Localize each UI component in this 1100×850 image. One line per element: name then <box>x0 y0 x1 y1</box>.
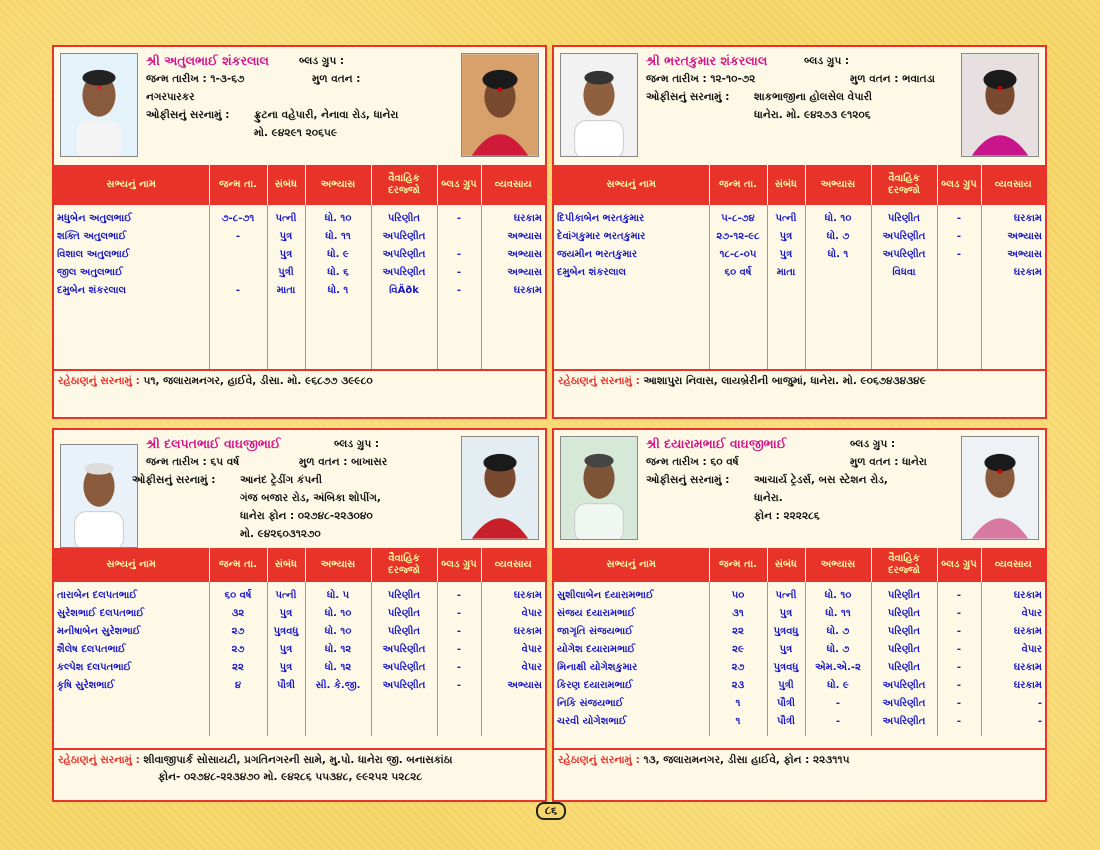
card-header <box>554 47 1045 165</box>
table-filler <box>54 694 545 736</box>
table-row <box>54 205 545 227</box>
member-blood: - <box>437 245 481 263</box>
member-relation: પુત્ર <box>767 245 805 263</box>
member-marital: પરિણીત <box>371 622 437 640</box>
card-header <box>54 47 545 165</box>
member-marital: પરિણીત <box>871 604 937 622</box>
member-name: કલ્પેશ દલપતભાઈ <box>54 658 209 676</box>
col-dob: જન્મ તા. <box>709 165 767 205</box>
office-label: ઓફીસનું સરનામું : <box>146 109 230 121</box>
member-marital: પરિણીત <box>371 604 437 622</box>
member-name: દેવાંગકુમાર ભરતકુમાર <box>554 227 709 245</box>
residence-label: રહેઠાણનું સરનામું : <box>558 754 640 766</box>
office-line-3: ધાનેરા ફોન : ૦૨૭૪૮-૨૨૩૦૪૦ <box>240 510 373 522</box>
member-marital: વિÄðk <box>371 281 437 299</box>
member-blood <box>437 227 481 245</box>
member-relation: પૌત્રી <box>767 694 805 712</box>
member-occupation: વેપાર <box>521 661 542 673</box>
member-education: ધો. ૧ <box>805 245 871 263</box>
member-marital: અપરિણીત <box>371 245 437 263</box>
member-relation: પુત્ર <box>267 658 305 676</box>
col-member-name: સભ્યનું નામ <box>54 165 209 205</box>
office-label: ઓફીસનું સરનામું : <box>646 91 730 103</box>
member-relation: પુત્રવધુ <box>767 658 805 676</box>
dob-line: જન્મ તારીખ : ૬૦ વર્ષ <box>646 456 739 468</box>
member-relation: પુત્ર <box>767 227 805 245</box>
members-table <box>554 165 1045 369</box>
woman-portrait-icon <box>962 54 1038 156</box>
member-marital: પરિણીત <box>871 658 937 676</box>
member-dob: ૨૭-૧૨-૯૮ <box>709 227 767 245</box>
member-name: જયમીન ભરતકુમાર <box>554 245 709 263</box>
office-line-1: શાકભાજીના હોલસેલ વેપારી <box>754 91 873 103</box>
member-name: ચરવી યોગેશભાઈ <box>554 712 709 730</box>
member-marital: અપરિણીત <box>871 227 937 245</box>
member-dob: ૫-૮-૭૪ <box>709 205 767 227</box>
member-dob: ૨૨ <box>709 622 767 640</box>
col-relation: સંબંધ <box>767 548 805 582</box>
member-education: ધો. ૧૦ <box>305 604 371 622</box>
member-education: ધો. ૫ <box>305 582 371 604</box>
member-marital: અપરિણીત <box>371 227 437 245</box>
col-member-name: સભ્યનું નામ <box>554 165 709 205</box>
col-education: અભ્યાસ <box>805 165 871 205</box>
col-marital-status: વૈવાહિક દરજ્જો <box>871 548 937 582</box>
man-portrait-icon <box>61 54 137 156</box>
member-occupation: ઘરકામ <box>513 212 542 224</box>
member-blood: - <box>437 205 481 227</box>
member-dob: ૧૮-૮-૦૫ <box>709 245 767 263</box>
member-marital: અપરિણીત <box>371 658 437 676</box>
woman-portrait-icon <box>462 54 538 156</box>
member-occupation: ઘરકામ <box>1013 266 1042 278</box>
member-relation: પુત્ર <box>267 227 305 245</box>
head-photo <box>60 53 138 157</box>
member-blood: - <box>937 604 981 622</box>
member-occupation: - <box>1037 697 1042 709</box>
native-cont-line: નગરપારકર <box>146 91 195 103</box>
member-occupation: ઘરકામ <box>513 284 542 296</box>
member-blood: - <box>937 676 981 694</box>
member-name: દિપીકાબેન ભરતકુમાર <box>554 205 709 227</box>
col-occupation: વ્યવસાય <box>481 548 545 582</box>
member-blood: - <box>937 227 981 245</box>
table-header-row <box>554 165 1045 205</box>
member-occupation: વેપાર <box>521 643 542 655</box>
table-row <box>554 676 1045 694</box>
residence-text: આશાપુરા નિવાસ, લાયબ્રેરીની બાજુમાં, ધાનેરા. મો. ૯૦૬૭૪૩૪૩૪૯ <box>643 375 926 387</box>
member-education: ધો. ૧૧ <box>305 227 371 245</box>
member-marital: પરિણીત <box>871 582 937 604</box>
member-dob: ૨૨ <box>209 658 267 676</box>
family-card-bharatkumar <box>552 45 1047 419</box>
member-occupation: ઘરકામ <box>1013 589 1042 601</box>
native-line: મુળ વતન : ભવાતડા <box>850 73 935 85</box>
office-line-2: મો. ૯૪૨૯૧ ૨૦૬૫૯ <box>254 127 338 139</box>
member-marital: પરિણીત <box>871 205 937 227</box>
member-relation: પત્ની <box>267 582 305 604</box>
member-blood: - <box>937 694 981 712</box>
table-header-row <box>54 165 545 205</box>
member-dob: ૨૯ <box>709 640 767 658</box>
page-number: ૮૬ <box>536 802 566 820</box>
member-dob: ૨૭ <box>709 658 767 676</box>
member-name: મિનાક્ષી યોગેશકુમાર <box>554 658 709 676</box>
table-row <box>554 712 1045 730</box>
blood-group-label: બ્લડ ગ્રુપ : <box>850 438 896 450</box>
member-education: ધો. ૬ <box>305 263 371 281</box>
member-occupation: વેપાર <box>1021 607 1042 619</box>
residence-text: ૧૩, જલારામનગર, ડીસા હાઈવે, ફોન : ૨૨૩૧૧૫ <box>643 754 850 766</box>
office-line-1: આનંદ ટ્રેડીંગ કંપની <box>240 474 322 486</box>
col-blood-group: બ્લડ ગ્રુપ <box>437 548 481 582</box>
member-blood: - <box>437 263 481 281</box>
member-blood: - <box>937 640 981 658</box>
member-dob: ૩૧ <box>709 604 767 622</box>
office-label: ઓફીસનું સરનામું : <box>132 474 216 486</box>
member-dob: ૨૩ <box>709 676 767 694</box>
member-name: યોગેશ દયારામભાઈ <box>554 640 709 658</box>
member-education: - <box>805 712 871 730</box>
table-filler <box>554 730 1045 736</box>
member-dob: ૩૨ <box>209 604 267 622</box>
member-education: ધો. ૧૨ <box>305 640 371 658</box>
col-education: અભ્યાસ <box>805 548 871 582</box>
member-blood: - <box>937 245 981 263</box>
member-education: એમ.એ.-૨ <box>805 658 871 676</box>
col-relation: સંબંધ <box>267 165 305 205</box>
residence-address <box>554 748 1045 800</box>
col-member-name: સભ્યનું નામ <box>54 548 209 582</box>
head-name: શ્રી અતુલભાઈ શંકરલાલ <box>146 53 269 68</box>
member-occupation: ઘરકામ <box>1013 625 1042 637</box>
family-card-dalpatbhai <box>52 428 547 802</box>
residence-label: રહેઠાણનું સરનામું : <box>58 754 140 766</box>
head-name: શ્રી દલપતભાઈ વાઘજીભાઈ <box>146 436 281 451</box>
table-row <box>54 658 545 676</box>
member-marital: પરિણીત <box>871 640 937 658</box>
table-row <box>554 622 1045 640</box>
member-dob: - <box>209 227 267 245</box>
member-name: નિકિ સંજયભાઈ <box>554 694 709 712</box>
member-marital: અપરિણીત <box>871 694 937 712</box>
woman-portrait-icon <box>462 437 538 539</box>
card-header <box>54 430 545 548</box>
residence-text: શીવાજીપાર્ક સોસાયટી, પ્રગતિનગરની સામે, મુ.પો. ધાનેરા જી. બનાસકાંઠા <box>143 754 453 766</box>
member-occupation: વેપાર <box>521 607 542 619</box>
col-blood-group: બ્લડ ગ્રુપ <box>937 165 981 205</box>
member-name: તારાબેન દલપતભાઈ <box>54 582 209 604</box>
col-marital-status: વૈવાહિક દરજ્જો <box>871 165 937 205</box>
member-name: કિરણ દયારામભાઈ <box>554 676 709 694</box>
table-row <box>554 604 1045 622</box>
table-row <box>554 205 1045 227</box>
spouse-photo <box>461 436 539 540</box>
member-relation: પત્ની <box>267 205 305 227</box>
member-marital: અપરિણીત <box>371 640 437 658</box>
member-marital: અપરિણીત <box>371 676 437 694</box>
member-blood: - <box>437 658 481 676</box>
member-relation: પુત્રી <box>767 676 805 694</box>
table-row <box>54 281 545 299</box>
member-dob: - <box>209 281 267 299</box>
member-dob <box>209 263 267 281</box>
native-line: મુળ વતન : ધાનેરા <box>850 456 927 468</box>
table-row <box>554 582 1045 604</box>
office-line-3: ફોન : ૨૨૨૨૮૬ <box>754 510 820 522</box>
member-education: સી. કે.જી. <box>305 676 371 694</box>
spouse-photo <box>961 436 1039 540</box>
table-row <box>54 245 545 263</box>
man-portrait-icon <box>61 445 137 547</box>
residence-address <box>54 748 545 800</box>
office-line-4: મો. ૯૪૨૬૦૩૧૨૭૦ <box>240 528 321 540</box>
native-line: મુળ વતન : <box>312 73 361 85</box>
table-row <box>54 582 545 604</box>
member-dob: ૬૦ વર્ષ <box>709 263 767 281</box>
member-name: સુરેશભાઈ દલપતભાઈ <box>54 604 209 622</box>
head-name: શ્રી દયારામભાઈ વાઘજીભાઈ <box>646 436 787 451</box>
blood-group-label: બ્લડ ગ્રુપ : <box>804 55 850 67</box>
col-education: અભ્યાસ <box>305 548 371 582</box>
member-occupation: વેપાર <box>1021 643 1042 655</box>
member-education <box>805 263 871 281</box>
col-member-name: સભ્યનું નામ <box>554 548 709 582</box>
member-marital: પરિણીત <box>371 582 437 604</box>
family-card-atulbhai <box>52 45 547 419</box>
member-relation: પુત્ર <box>267 604 305 622</box>
member-education: - <box>805 694 871 712</box>
member-dob: ૨૭ <box>209 622 267 640</box>
member-dob: ૨૭ <box>209 640 267 658</box>
table-row <box>554 694 1045 712</box>
table-filler <box>554 281 1045 369</box>
member-relation: પુત્ર <box>267 245 305 263</box>
members-table <box>54 165 545 369</box>
member-blood: - <box>437 582 481 604</box>
residence-phone: ફોન- ૦૨૭૪૮-૨૨૩૪૭૦ મો. ૯૪૨૮૬ ૫૫૩૪૮, ૯૯૨૫૨ ૫૨૮૨૮ <box>158 771 423 783</box>
col-occupation: વ્યવસાય <box>481 165 545 205</box>
col-dob: જન્મ તા. <box>209 165 267 205</box>
members-table <box>54 548 545 736</box>
table-row <box>54 263 545 281</box>
spouse-photo <box>961 53 1039 157</box>
member-dob: ૭-૮-૭૧ <box>209 205 267 227</box>
table-row <box>554 227 1045 245</box>
residence-label: રહેઠાણનું સરનામું : <box>58 375 140 387</box>
member-marital: પરિણીત <box>871 622 937 640</box>
col-education: અભ્યાસ <box>305 165 371 205</box>
member-name: વિશાલ અતુલભાઈ <box>54 245 209 263</box>
member-education: ધો. ૧૦ <box>805 205 871 227</box>
blood-group-label: બ્લડ ગ્રુપ : <box>299 55 345 67</box>
member-education: ધો. ૧ <box>305 281 371 299</box>
residence-text: ૫૧, જલારામનગર, હાઈવે, ડીસા. મો. ૯૬૮૭૭ ૩૯૯૮૦ <box>143 375 373 387</box>
member-occupation: ઘરકામ <box>1013 679 1042 691</box>
dob-line: જન્મ તારીખ : ૧-૩-૬૭ <box>146 73 245 85</box>
member-education: ધો. ૧૨ <box>305 658 371 676</box>
table-header-row <box>554 548 1045 582</box>
col-blood-group: બ્લડ ગ્રુપ <box>937 548 981 582</box>
member-education: ધો. ૧૦ <box>805 582 871 604</box>
member-name: દમુબેન શંકરલાલ <box>554 263 709 281</box>
blood-group-label: બ્લડ ગ્રુપ : <box>334 438 380 450</box>
head-name: શ્રી ભરતકુમાર શંકરલાલ <box>646 53 768 68</box>
member-relation: પત્ની <box>767 582 805 604</box>
col-relation: સંબંધ <box>767 165 805 205</box>
member-blood: - <box>437 676 481 694</box>
member-relation: પુત્ર <box>767 640 805 658</box>
table-row <box>54 676 545 694</box>
office-line-2: ધાનેરા. મો. ૯૪૨૭૩ ૯૧૨૦૬ <box>754 109 871 121</box>
office-line-2: ધાનેરા. <box>754 492 783 504</box>
head-photo <box>560 53 638 157</box>
spouse-photo <box>461 53 539 157</box>
dob-line: જન્મ તારીખ : ૧૨-૧૦-૭૨ <box>646 73 756 85</box>
member-occupation: ઘરકામ <box>1013 212 1042 224</box>
office-line-2: ગંજ બજાર રોડ, અંબિકા શોપીંગ, <box>240 492 381 504</box>
member-dob: ૧ <box>709 694 767 712</box>
residence-label: રહેઠાણનું સરનામું : <box>558 375 640 387</box>
member-occupation: અભ્યાસ <box>1007 248 1042 260</box>
table-row <box>554 658 1045 676</box>
member-blood: - <box>937 205 981 227</box>
member-blood: - <box>437 604 481 622</box>
member-occupation: - <box>1037 715 1042 727</box>
member-blood: - <box>437 622 481 640</box>
head-photo <box>60 444 138 548</box>
member-relation: પુત્ર <box>767 604 805 622</box>
dob-line: જન્મ તારીખ : ૬૫ વર્ષ <box>146 456 240 468</box>
head-photo <box>560 436 638 540</box>
col-dob: જન્મ તા. <box>709 548 767 582</box>
member-blood: - <box>937 712 981 730</box>
member-relation: પુત્રવધુ <box>267 622 305 640</box>
member-marital: અપરિણીત <box>871 245 937 263</box>
member-occupation: ઘરકામ <box>513 625 542 637</box>
member-education: ધો. ૭ <box>805 640 871 658</box>
member-relation: માતા <box>267 281 305 299</box>
member-education: ધો. ૧૦ <box>305 622 371 640</box>
member-dob <box>209 245 267 263</box>
member-marital: પરિણીત <box>371 205 437 227</box>
member-occupation: અભ્યાસ <box>507 248 542 260</box>
member-relation: માતા <box>767 263 805 281</box>
member-name: કૃષિ સુરેશભાઈ <box>54 676 209 694</box>
table-row <box>54 622 545 640</box>
col-blood-group: બ્લડ ગ્રુપ <box>437 165 481 205</box>
residence-address <box>554 369 1045 417</box>
member-name: મનીષાબેન સુરેશભાઈ <box>54 622 209 640</box>
member-blood: - <box>937 622 981 640</box>
member-blood: - <box>937 582 981 604</box>
member-relation: પુત્રી <box>267 263 305 281</box>
col-marital-status: વૈવાહિક દરજ્જો <box>371 548 437 582</box>
card-header <box>554 430 1045 548</box>
col-occupation: વ્યવસાય <box>981 165 1045 205</box>
member-education: ધો. ૭ <box>805 622 871 640</box>
member-marital: અપરિણીત <box>871 712 937 730</box>
col-marital-status: વૈવાહિક દરજ્જો <box>371 165 437 205</box>
col-dob: જન્મ તા. <box>209 548 267 582</box>
col-occupation: વ્યવસાય <box>981 548 1045 582</box>
native-line: મુળ વતન : બાખાસર <box>299 456 388 468</box>
members-table <box>554 548 1045 736</box>
member-blood: - <box>437 281 481 299</box>
table-row <box>554 245 1045 263</box>
member-dob: ૬૦ વર્ષ <box>209 582 267 604</box>
office-line-1: ફ્રુટના વહેપારી, નેનાવા રોડ, ધાનેરા <box>254 109 399 121</box>
member-blood: - <box>937 658 981 676</box>
member-relation: પુત્રવધુ <box>767 622 805 640</box>
office-label: ઓફીસનું સરનામું : <box>646 474 730 486</box>
member-occupation: અભ્યાસ <box>507 230 542 242</box>
man-portrait-icon <box>561 437 637 539</box>
member-occupation: ઘરકામ <box>513 589 542 601</box>
member-education: ધો. ૯ <box>805 676 871 694</box>
residence-address <box>54 369 545 417</box>
member-marital: અપરિણીત <box>371 263 437 281</box>
member-occupation: અભ્યાસ <box>507 679 542 691</box>
member-name: સંજય દયારામભાઈ <box>554 604 709 622</box>
member-name: જીલ અતુલભાઈ <box>54 263 209 281</box>
table-row <box>54 604 545 622</box>
member-name: મધુબેન અતુલભાઈ <box>54 205 209 227</box>
member-relation: પત્ની <box>767 205 805 227</box>
member-relation: પૌત્રી <box>767 712 805 730</box>
member-name: સુશીલાબેન દયારામભાઈ <box>554 582 709 604</box>
member-dob: ૧ <box>709 712 767 730</box>
member-blood: - <box>437 640 481 658</box>
family-card-dayarambhai <box>552 428 1047 802</box>
member-blood <box>937 263 981 281</box>
member-occupation: અભ્યાસ <box>507 266 542 278</box>
table-filler <box>54 299 545 369</box>
member-dob: ૪ <box>209 676 267 694</box>
member-name: શક્તિ અતુલભાઈ <box>54 227 209 245</box>
woman-portrait-icon <box>962 437 1038 539</box>
member-name: શૈલેષ દલપતભાઈ <box>54 640 209 658</box>
member-marital: વિધવા <box>871 263 937 281</box>
table-header-row <box>54 548 545 582</box>
member-name: જાગૃતિ સંજયભાઈ <box>554 622 709 640</box>
member-education: ધો. ૯ <box>305 245 371 263</box>
member-occupation: અભ્યાસ <box>1007 230 1042 242</box>
table-row <box>554 263 1045 281</box>
member-education: ધો. ૧૦ <box>305 205 371 227</box>
table-row <box>54 640 545 658</box>
member-education: ધો. ૧૧ <box>805 604 871 622</box>
member-relation: પુત્ર <box>267 640 305 658</box>
member-name: દમુબેન શંકરલાલ <box>54 281 209 299</box>
member-dob: ૫૦ <box>709 582 767 604</box>
col-relation: સંબંધ <box>267 548 305 582</box>
table-row <box>554 640 1045 658</box>
member-relation: પૌત્રી <box>267 676 305 694</box>
member-marital: અપરિણીત <box>871 676 937 694</box>
member-education: ધો. ૭ <box>805 227 871 245</box>
man-portrait-icon <box>561 54 637 156</box>
member-occupation: ઘરકામ <box>1013 661 1042 673</box>
table-row <box>54 227 545 245</box>
office-line-1: આચાર્ય ટ્રેડર્સ, બસ સ્ટેશન રોડ, <box>754 474 888 486</box>
